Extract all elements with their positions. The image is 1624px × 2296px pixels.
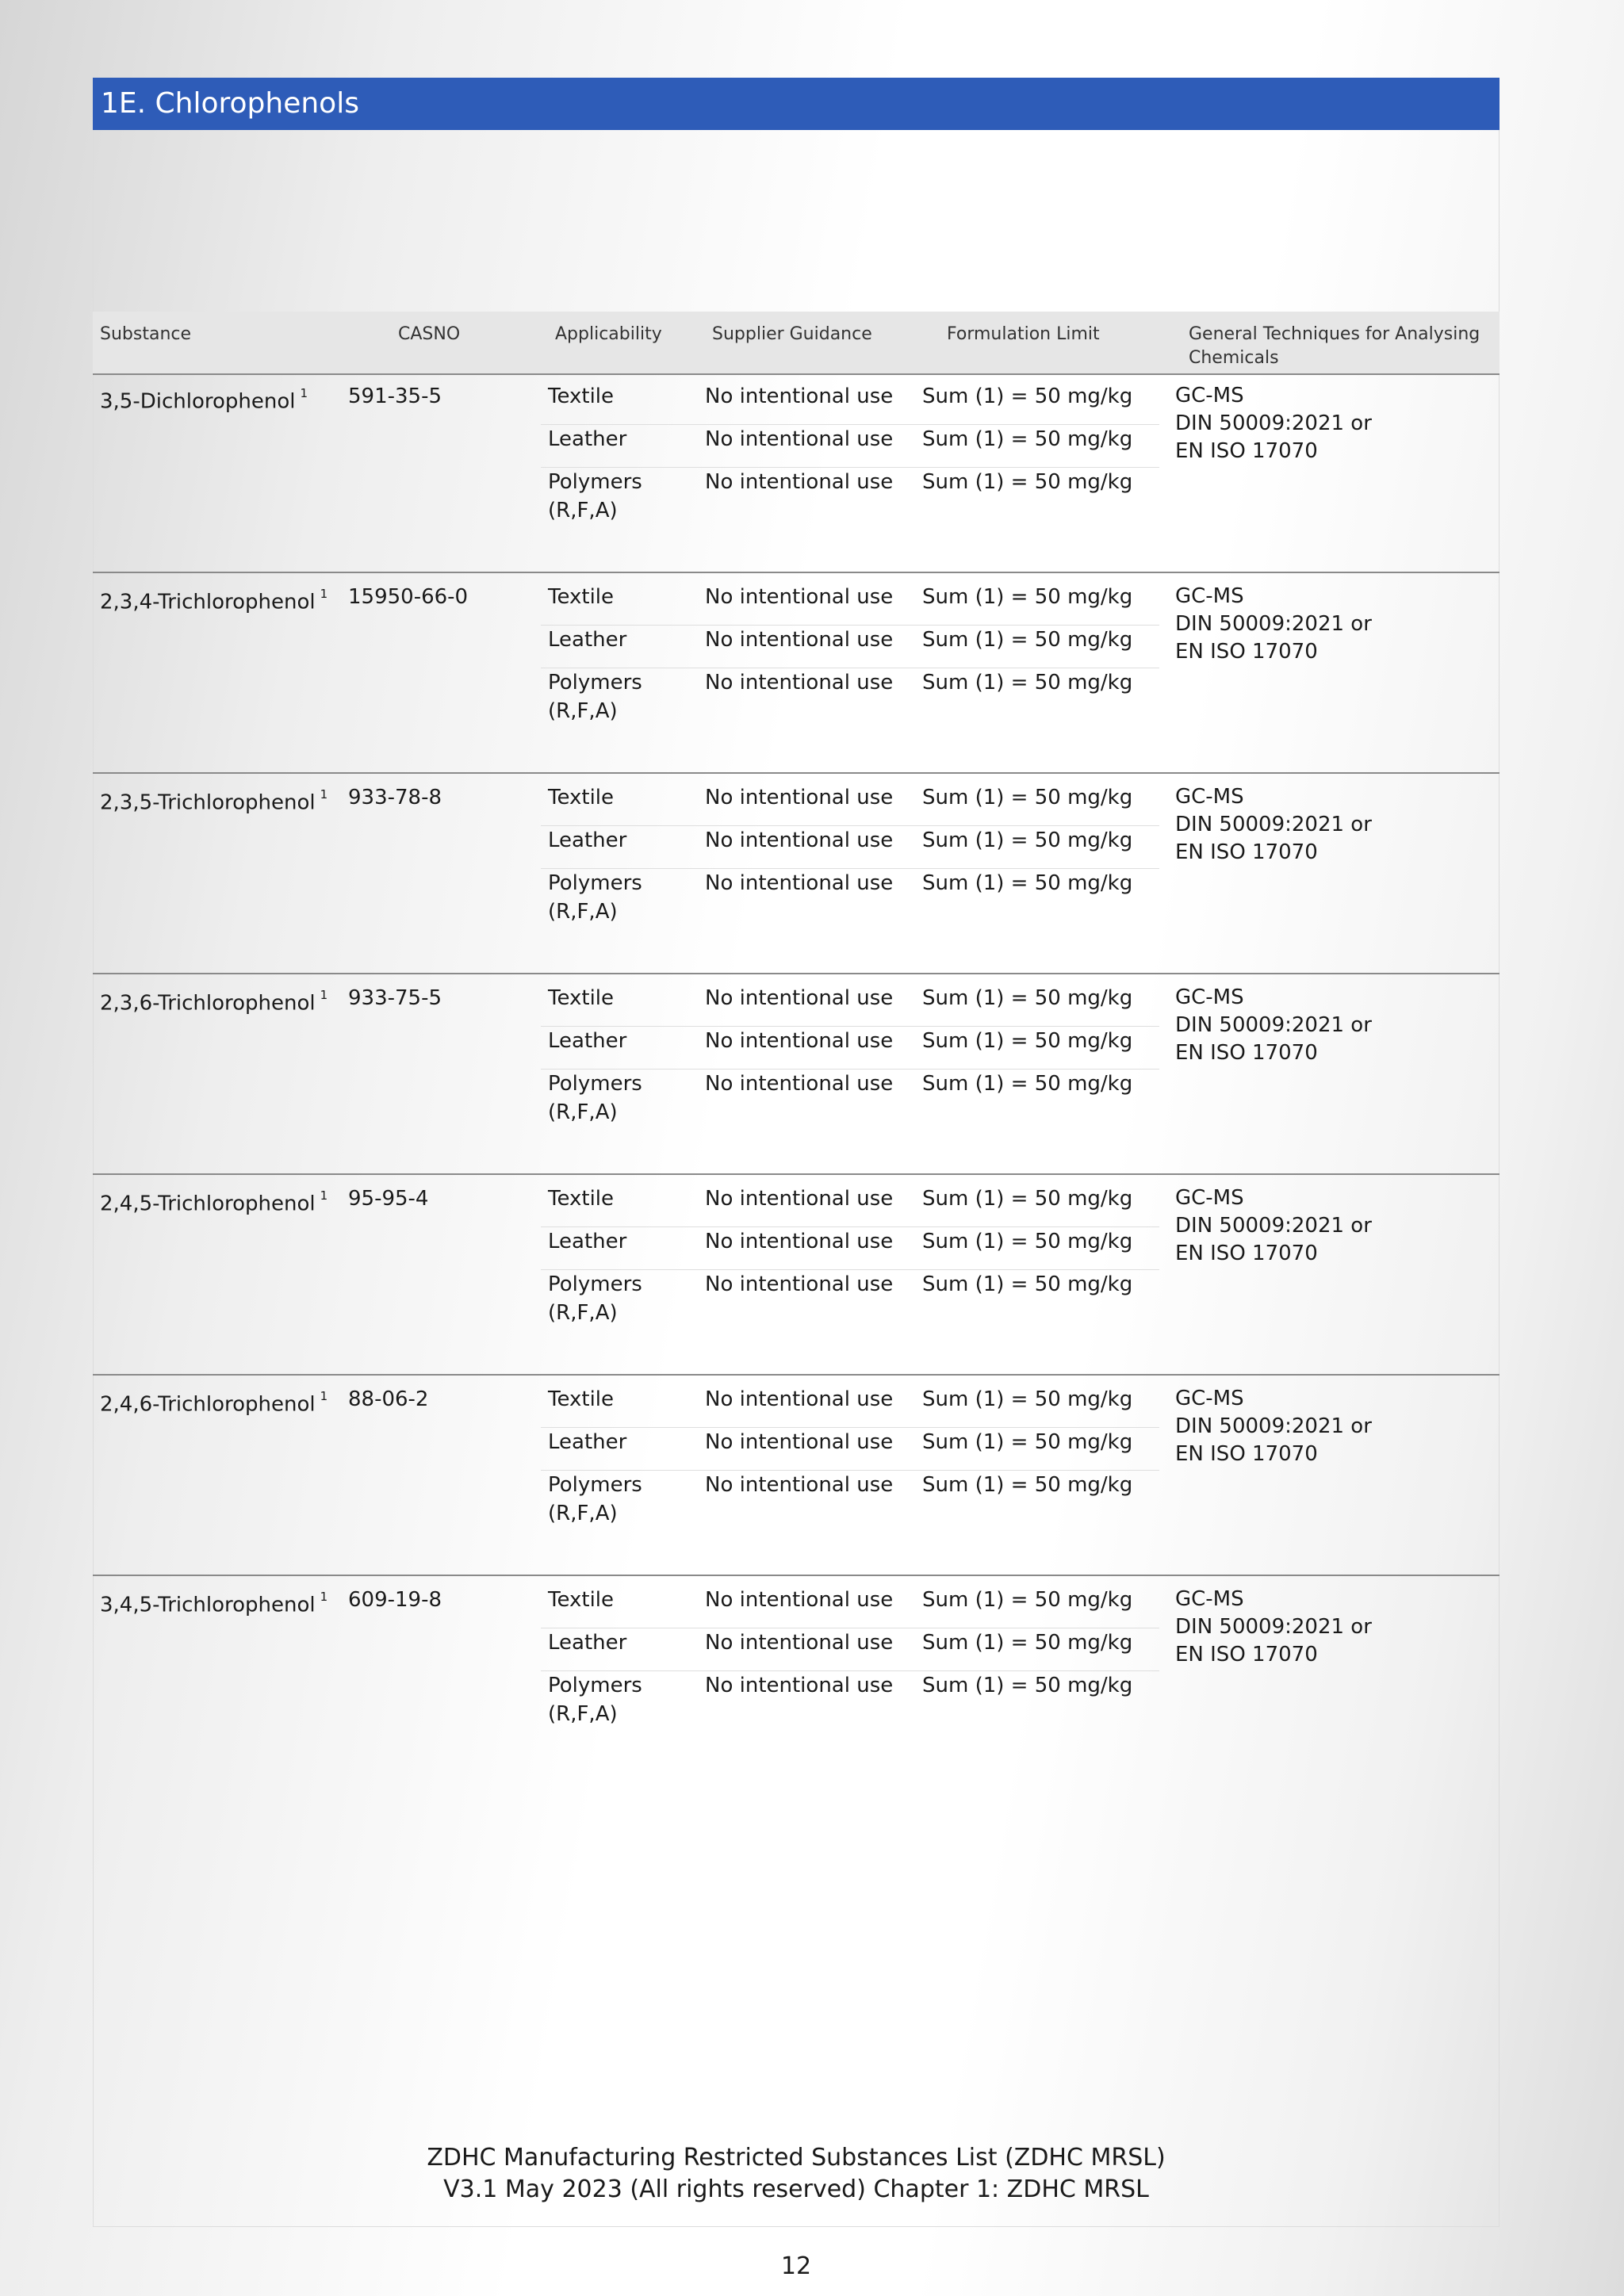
analysis-techniques xyxy=(1175,1184,1492,1268)
applicability: Leather xyxy=(548,427,627,451)
supplier-guidance: No intentional use xyxy=(705,585,894,609)
supplier-guidance: No intentional use xyxy=(705,1187,894,1211)
substance-name xyxy=(100,783,327,817)
applicability: Textile xyxy=(548,1387,615,1411)
technique-line: EN ISO 17070 xyxy=(1175,439,1318,463)
applicability-line xyxy=(541,425,1159,468)
formulation-limit: Sum (1) = 50 mg/kg xyxy=(922,470,1133,494)
analysis-techniques xyxy=(1175,783,1492,867)
applicability-line xyxy=(541,1671,1159,1735)
footnote-marker: 1 xyxy=(300,386,308,400)
formulation-limit: Sum (1) = 50 mg/kg xyxy=(922,385,1133,408)
formulation-limit: Sum (1) = 50 mg/kg xyxy=(922,786,1133,809)
applicability-line xyxy=(541,869,1159,932)
technique-line: GC-MS xyxy=(1175,785,1244,809)
applicability: Textile xyxy=(548,1588,615,1612)
substance-label: 3,5-Dichlorophenol xyxy=(100,389,296,414)
substance-label: 2,3,4-Trichlorophenol xyxy=(100,590,316,614)
technique-line: EN ISO 17070 xyxy=(1175,1643,1318,1667)
table-row xyxy=(93,1177,1500,1376)
table-row xyxy=(93,375,1500,573)
analysis-techniques xyxy=(1175,583,1492,666)
formulation-limit: Sum (1) = 50 mg/kg xyxy=(922,1387,1133,1411)
analysis-techniques xyxy=(1175,1385,1492,1468)
applicability: Textile xyxy=(548,585,615,609)
formulation-limit: Sum (1) = 50 mg/kg xyxy=(922,427,1133,451)
column-header-techniques: General Techniques for Analysing Chemicals xyxy=(1189,324,1480,368)
footnote-marker: 1 xyxy=(320,587,328,601)
applicability: Polymers (R,F,A) xyxy=(548,1072,642,1124)
formulation-limit: Sum (1) = 50 mg/kg xyxy=(922,628,1133,652)
analysis-techniques xyxy=(1175,382,1492,465)
technique-line: DIN 50009:2021 or xyxy=(1175,1615,1372,1639)
formulation-limit: Sum (1) = 50 mg/kg xyxy=(922,1187,1133,1211)
supplier-guidance: No intentional use xyxy=(705,828,894,852)
applicability: Leather xyxy=(548,1631,627,1655)
applicability: Textile xyxy=(548,385,615,408)
applicability-line xyxy=(541,1227,1159,1270)
footnote-marker: 1 xyxy=(320,787,328,802)
supplier-guidance: No intentional use xyxy=(705,1387,894,1411)
formulation-limit: Sum (1) = 50 mg/kg xyxy=(922,1029,1133,1053)
table-header xyxy=(93,312,1500,375)
formulation-limit: Sum (1) = 50 mg/kg xyxy=(922,1072,1133,1096)
supplier-guidance: No intentional use xyxy=(705,1430,894,1454)
footnote-marker: 1 xyxy=(320,1188,328,1203)
page-footer xyxy=(93,2142,1500,2206)
substance-label: 2,3,6-Trichlorophenol xyxy=(100,991,316,1016)
technique-line: EN ISO 17070 xyxy=(1175,1242,1318,1265)
formulation-limit: Sum (1) = 50 mg/kg xyxy=(922,871,1133,895)
substance-label: 2,4,5-Trichlorophenol xyxy=(100,1192,316,1216)
cas-number: 15950-66-0 xyxy=(348,585,469,609)
formulation-limit: Sum (1) = 50 mg/kg xyxy=(922,1430,1133,1454)
cas-number: 609-19-8 xyxy=(348,1588,442,1612)
table-row xyxy=(93,576,1500,774)
technique-line: EN ISO 17070 xyxy=(1175,840,1318,864)
applicability-line xyxy=(541,1070,1159,1133)
supplier-guidance: No intentional use xyxy=(705,1029,894,1053)
applicability-line xyxy=(541,1184,1159,1227)
applicability-line xyxy=(541,984,1159,1027)
applicability-line xyxy=(541,826,1159,869)
applicability-line xyxy=(541,583,1159,626)
technique-line: GC-MS xyxy=(1175,985,1244,1009)
technique-line: GC-MS xyxy=(1175,1587,1244,1611)
substance-name xyxy=(100,1385,327,1419)
substance-name xyxy=(100,984,327,1018)
supplier-guidance: No intentional use xyxy=(705,1674,894,1697)
applicability-line xyxy=(541,668,1159,732)
applicability-line xyxy=(541,783,1159,826)
formulation-limit: Sum (1) = 50 mg/kg xyxy=(922,1674,1133,1697)
table-row xyxy=(93,977,1500,1175)
technique-line: GC-MS xyxy=(1175,1186,1244,1210)
applicability-line xyxy=(541,468,1159,531)
table-row xyxy=(93,1378,1500,1576)
substance-name xyxy=(100,1586,327,1620)
applicability: Polymers (R,F,A) xyxy=(548,1473,642,1525)
column-header-substance: Substance xyxy=(100,324,192,344)
supplier-guidance: No intentional use xyxy=(705,871,894,895)
footnote-marker: 1 xyxy=(320,1389,328,1403)
footer-title: ZDHC Manufacturing Restricted Substances List (ZDHC MRSL) xyxy=(427,2144,1166,2172)
technique-line: DIN 50009:2021 or xyxy=(1175,813,1372,836)
applicability-line xyxy=(541,1027,1159,1070)
analysis-techniques xyxy=(1175,1586,1492,1669)
supplier-guidance: No intentional use xyxy=(705,427,894,451)
formulation-limit: Sum (1) = 50 mg/kg xyxy=(922,671,1133,695)
technique-line: DIN 50009:2021 or xyxy=(1175,1214,1372,1238)
supplier-guidance: No intentional use xyxy=(705,385,894,408)
applicability-line xyxy=(541,382,1159,425)
technique-line: EN ISO 17070 xyxy=(1175,1442,1318,1466)
substance-label: 2,3,5-Trichlorophenol xyxy=(100,790,316,815)
formulation-limit: Sum (1) = 50 mg/kg xyxy=(922,986,1133,1010)
applicability: Polymers (R,F,A) xyxy=(548,470,642,522)
cas-number: 933-78-8 xyxy=(348,786,442,809)
applicability-line xyxy=(541,1428,1159,1471)
technique-line: GC-MS xyxy=(1175,1387,1244,1410)
column-header-applicability: Applicability xyxy=(555,324,662,344)
cas-number: 933-75-5 xyxy=(348,986,442,1010)
technique-line: EN ISO 17070 xyxy=(1175,1041,1318,1065)
footer-version: V3.1 May 2023 (All rights reserved) Chapter 1: ZDHC MRSL xyxy=(443,2175,1149,2203)
applicability-line xyxy=(541,626,1159,668)
applicability: Leather xyxy=(548,1029,627,1053)
substance-name xyxy=(100,382,308,416)
applicability: Textile xyxy=(548,1187,615,1211)
cas-number: 591-35-5 xyxy=(348,385,442,408)
applicability-line xyxy=(541,1270,1159,1334)
substance-name xyxy=(100,1184,327,1219)
technique-line: EN ISO 17070 xyxy=(1175,640,1318,664)
technique-line: GC-MS xyxy=(1175,384,1244,408)
substance-label: 3,4,5-Trichlorophenol xyxy=(100,1593,316,1617)
technique-line: DIN 50009:2021 or xyxy=(1175,411,1372,435)
supplier-guidance: No intentional use xyxy=(705,1230,894,1253)
cas-number: 95-95-4 xyxy=(348,1187,429,1211)
supplier-guidance: No intentional use xyxy=(705,986,894,1010)
substance-label: 2,4,6-Trichlorophenol xyxy=(100,1392,316,1417)
formulation-limit: Sum (1) = 50 mg/kg xyxy=(922,1272,1133,1296)
formulation-limit: Sum (1) = 50 mg/kg xyxy=(922,1588,1133,1612)
technique-line: GC-MS xyxy=(1175,584,1244,608)
technique-line: DIN 50009:2021 or xyxy=(1175,1414,1372,1438)
substance-name xyxy=(100,583,327,617)
applicability: Leather xyxy=(548,828,627,852)
page-number: 12 xyxy=(780,2252,812,2280)
supplier-guidance: No intentional use xyxy=(705,470,894,494)
applicability: Textile xyxy=(548,786,615,809)
formulation-limit: Sum (1) = 50 mg/kg xyxy=(922,585,1133,609)
supplier-guidance: No intentional use xyxy=(705,1588,894,1612)
table-row xyxy=(93,776,1500,974)
technique-line: DIN 50009:2021 or xyxy=(1175,1013,1372,1037)
supplier-guidance: No intentional use xyxy=(705,1631,894,1655)
formulation-limit: Sum (1) = 50 mg/kg xyxy=(922,1631,1133,1655)
applicability: Polymers (R,F,A) xyxy=(548,1674,642,1726)
supplier-guidance: No intentional use xyxy=(705,1072,894,1096)
applicability-line xyxy=(541,1385,1159,1428)
analysis-techniques xyxy=(1175,984,1492,1067)
technique-line: DIN 50009:2021 or xyxy=(1175,612,1372,636)
supplier-guidance: No intentional use xyxy=(705,1473,894,1497)
column-header-formulation-limit: Formulation Limit xyxy=(947,324,1100,344)
supplier-guidance: No intentional use xyxy=(705,1272,894,1296)
applicability: Polymers (R,F,A) xyxy=(548,871,642,924)
supplier-guidance: No intentional use xyxy=(705,786,894,809)
table-row xyxy=(93,1578,1500,1777)
applicability-line xyxy=(541,1628,1159,1671)
section-title: 1E. Chlorophenols xyxy=(93,78,1500,130)
applicability: Polymers (R,F,A) xyxy=(548,1272,642,1325)
cas-number: 88-06-2 xyxy=(348,1387,429,1411)
column-header-supplier-guidance: Supplier Guidance xyxy=(712,324,872,344)
formulation-limit: Sum (1) = 50 mg/kg xyxy=(922,1473,1133,1497)
applicability: Textile xyxy=(548,986,615,1010)
applicability-line xyxy=(541,1471,1159,1534)
supplier-guidance: No intentional use xyxy=(705,628,894,652)
footnote-marker: 1 xyxy=(320,988,328,1002)
column-header-casno: CASNO xyxy=(398,324,461,344)
applicability: Leather xyxy=(548,1230,627,1253)
applicability: Leather xyxy=(548,628,627,652)
formulation-limit: Sum (1) = 50 mg/kg xyxy=(922,828,1133,852)
applicability: Leather xyxy=(548,1430,627,1454)
applicability-line xyxy=(541,1586,1159,1628)
supplier-guidance: No intentional use xyxy=(705,671,894,695)
applicability: Polymers (R,F,A) xyxy=(548,671,642,723)
formulation-limit: Sum (1) = 50 mg/kg xyxy=(922,1230,1133,1253)
footnote-marker: 1 xyxy=(320,1590,328,1604)
